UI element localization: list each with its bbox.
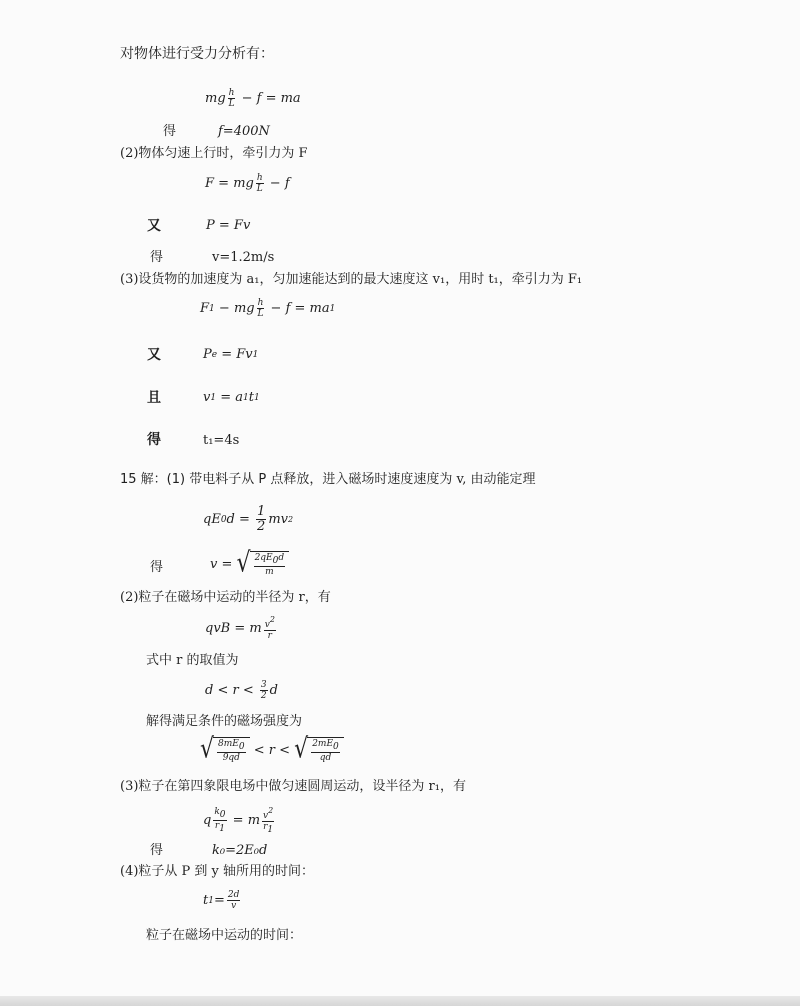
- b-range-intro: 解得满足条件的磁场强度为: [146, 714, 303, 729]
- q15-heading-text: 带电料子从 P 点释放，进入磁场时速度速度为: [189, 472, 457, 487]
- q15-number: 15 解：(1): [120, 472, 190, 487]
- equation-time: t 1 = $\frac{2d}{v}$: [203, 890, 240, 911]
- equation-b-range: √ $\frac{8mE_0}{9qd}$ < r < √ $\frac{2mE_0}{qd}$: [200, 737, 344, 763]
- you-label: 又: [147, 347, 161, 363]
- result-t1: t₁=4s: [203, 433, 240, 448]
- result-k0: k₀=2E₀d: [212, 843, 268, 858]
- get-label: 得: [163, 124, 177, 139]
- get-label: 得: [150, 560, 164, 575]
- equation-rated-power: P e = Fv 1: [203, 347, 259, 362]
- q15-heading: [120, 472, 536, 488]
- intro-line: 对物体进行受力分析有：: [120, 46, 274, 62]
- time-in-field: 粒子在磁场中运动的时间：: [146, 928, 303, 943]
- equation-velocity-sqrt: v = √ $\frac{2qE_0d}{m}$: [210, 551, 289, 577]
- you-label: 又: [147, 218, 161, 234]
- result-f: f=400N: [218, 124, 270, 139]
- equation-accel-force: F 1 − mg $\frac{h}{L}$ − f = ma 1: [200, 298, 336, 319]
- equation-power: P = Fv: [206, 218, 251, 233]
- r-range-intro: 式中 r 的取值为: [146, 653, 239, 668]
- get-label: 得: [147, 432, 161, 448]
- bottom-bar: [0, 996, 800, 1006]
- equation-circular-motion: q $\frac{k_0}{r_1}$ = m $\frac{v^2}{r_1}$: [203, 806, 274, 835]
- q15-heading-tail: v, 由动能定理: [456, 472, 536, 487]
- equation-traction-force: F = mg $\frac{h}{L}$ − f: [205, 173, 290, 194]
- q15-part4: (4)粒子从 P 到 y 轴所用的时间：: [120, 864, 315, 879]
- result-v: v=1.2m/s: [212, 250, 275, 265]
- get-label: 得: [150, 843, 164, 858]
- q15-part3: (3)粒子在第四象限电场中做匀速圆周运动，设半径为 r₁，有: [120, 779, 466, 794]
- equation-lorentz: qvB = m $\frac{v^2}{r}$: [205, 615, 275, 641]
- equation-kinetic-energy: qE 0 d = $\frac{1}{2}$ mv 2: [203, 504, 294, 534]
- get-label: 得: [150, 250, 164, 265]
- equation-velocity: v 1 = a 1 t 1: [203, 390, 260, 405]
- equation-r-range: d < r < $\frac{3}{2}$ d: [205, 680, 278, 701]
- qie-label: 且: [147, 390, 161, 406]
- part3-heading: (3)设货物的加速度为 a₁，匀加速能达到的最大速度这 v₁，用时 t₁，牵引力为 F₁: [120, 272, 583, 287]
- equation-force-balance: mg $\frac{h}{L}$ − f = ma: [205, 88, 301, 109]
- part2-heading: (2)物体匀速上行时，牵引力为 F: [120, 146, 308, 161]
- q15-part2: (2)粒子在磁场中运动的半径为 r，有: [120, 590, 331, 605]
